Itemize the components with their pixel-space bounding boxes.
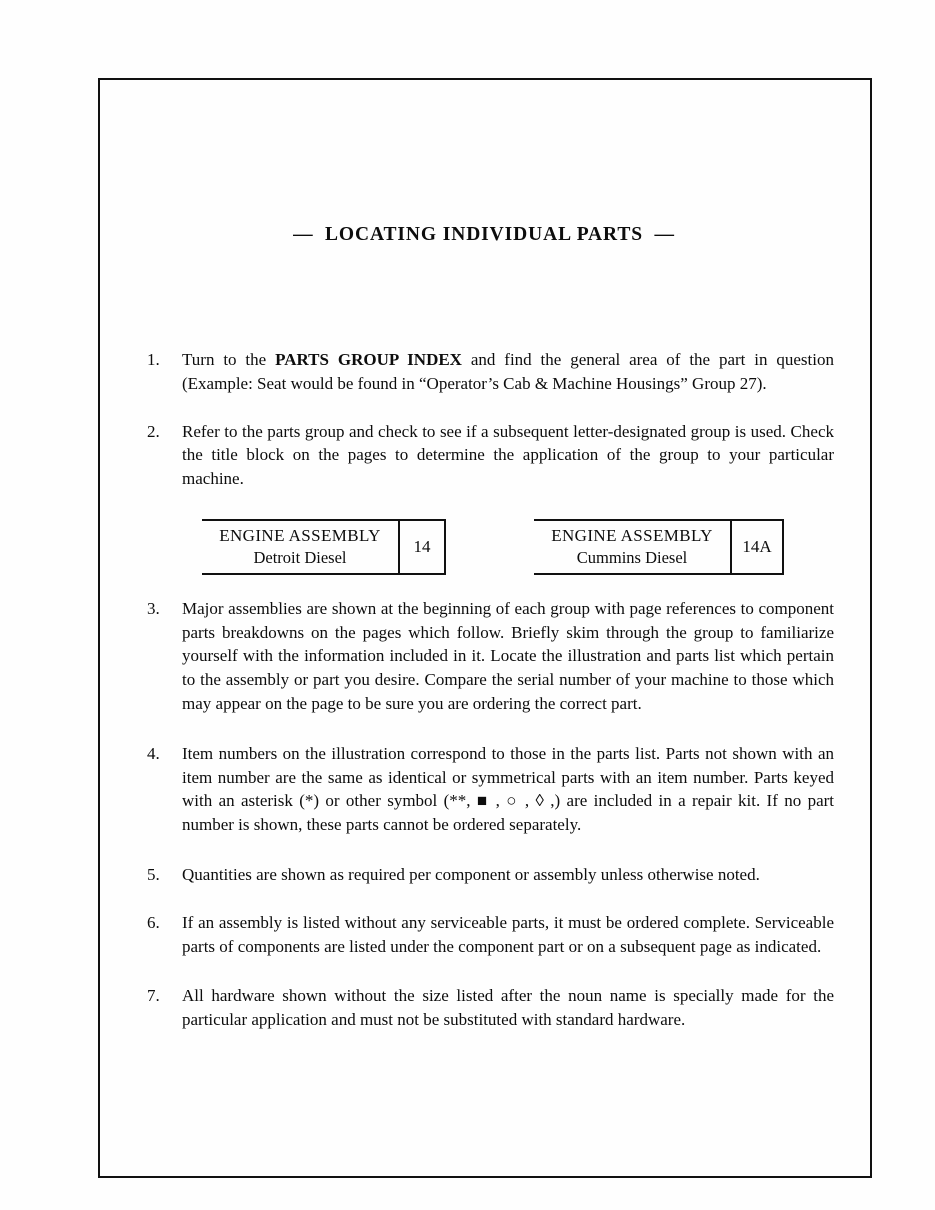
list-item-number: 2. — [147, 421, 160, 441]
list-item-text — [182, 348, 834, 396]
list-item-text: All hardware shown without the size listed after the noun name is specially made for the particular application and must not be substituted with standard hardware. — [182, 986, 834, 1030]
list-item-number: 5. — [147, 865, 160, 885]
list-item-text: If an assembly is listed without any serviceable parts, it must be ordered complete. Serviceable parts of components are listed under the component part or on a subsequent page as indicated. — [182, 912, 834, 956]
title-block-group-number: 14A — [732, 519, 784, 575]
title-block-group-number: 14 — [400, 519, 446, 575]
list-item-text: Major assemblies are shown at the beginning of each group with page references to component parts breakdowns on the pages which follow. Briefly skim through the group to familiarize yourself with the information included in it. Locate the illustration and parts list which pertain to the assembly or part you desire. Compare the serial number of your machine to those which may appear on the page to be sure you are ordering the correct part. — [182, 598, 834, 714]
list-item-text: Item numbers on the illustration correspond to those in the parts list. Parts not shown with an item number are the same as identical or symmetrical parts with an item number. Parts keyed with an asterisk (*) or other symbol (**, ■ , ○ , ◊ ,) are included in a repair kit. If no part number is shown, these parts cannot be ordered separately. — [182, 743, 834, 835]
list-item — [134, 597, 834, 716]
title-block-engine-label: Detroit Diesel — [253, 547, 347, 567]
list-item — [134, 348, 834, 396]
title-block-examples — [134, 505, 834, 597]
page-title: — LOCATING INDIVIDUAL PARTS — — [293, 224, 675, 245]
list-item — [134, 911, 834, 959]
title-block-assembly-label: ENGINE ASSEMBLY — [219, 525, 381, 545]
list-item-text: Quantities are shown as required per component or assembly unless otherwise noted. — [182, 865, 760, 885]
title-block-detroit — [202, 519, 446, 575]
instruction-1-after: and find the general area of the part in question (Example: Seat would be found in “Operator’s Cab & Machine Housings” Group 27). — [182, 350, 834, 393]
title-block-name-cell — [534, 519, 732, 575]
parts-group-index-emphasis: PARTS GROUP INDEX — [275, 350, 462, 369]
instructions-list — [134, 348, 834, 1032]
list-item-number: 7. — [147, 986, 160, 1006]
instruction-1-before: Turn to the — [182, 350, 276, 369]
list-item-number: 6. — [147, 912, 160, 932]
list-item-number: 1. — [147, 350, 160, 369]
title-block-assembly-label: ENGINE ASSEMBLY — [551, 525, 713, 545]
title-block-name-cell — [202, 519, 400, 575]
title-block-cummins — [534, 519, 784, 575]
list-item — [134, 742, 834, 837]
list-item — [134, 863, 834, 887]
list-item-text: Refer to the parts group and check to see if a subsequent letter-designated group is used. Check the title block on the pages to determine the application of the group to your particular machine. — [182, 421, 834, 489]
list-item — [134, 420, 834, 491]
list-item-number: 3. — [147, 598, 160, 618]
title-block-engine-label: Cummins Diesel — [576, 547, 688, 567]
list-item-number: 4. — [147, 743, 160, 763]
list-item — [134, 984, 834, 1032]
page-content — [134, 210, 834, 1056]
